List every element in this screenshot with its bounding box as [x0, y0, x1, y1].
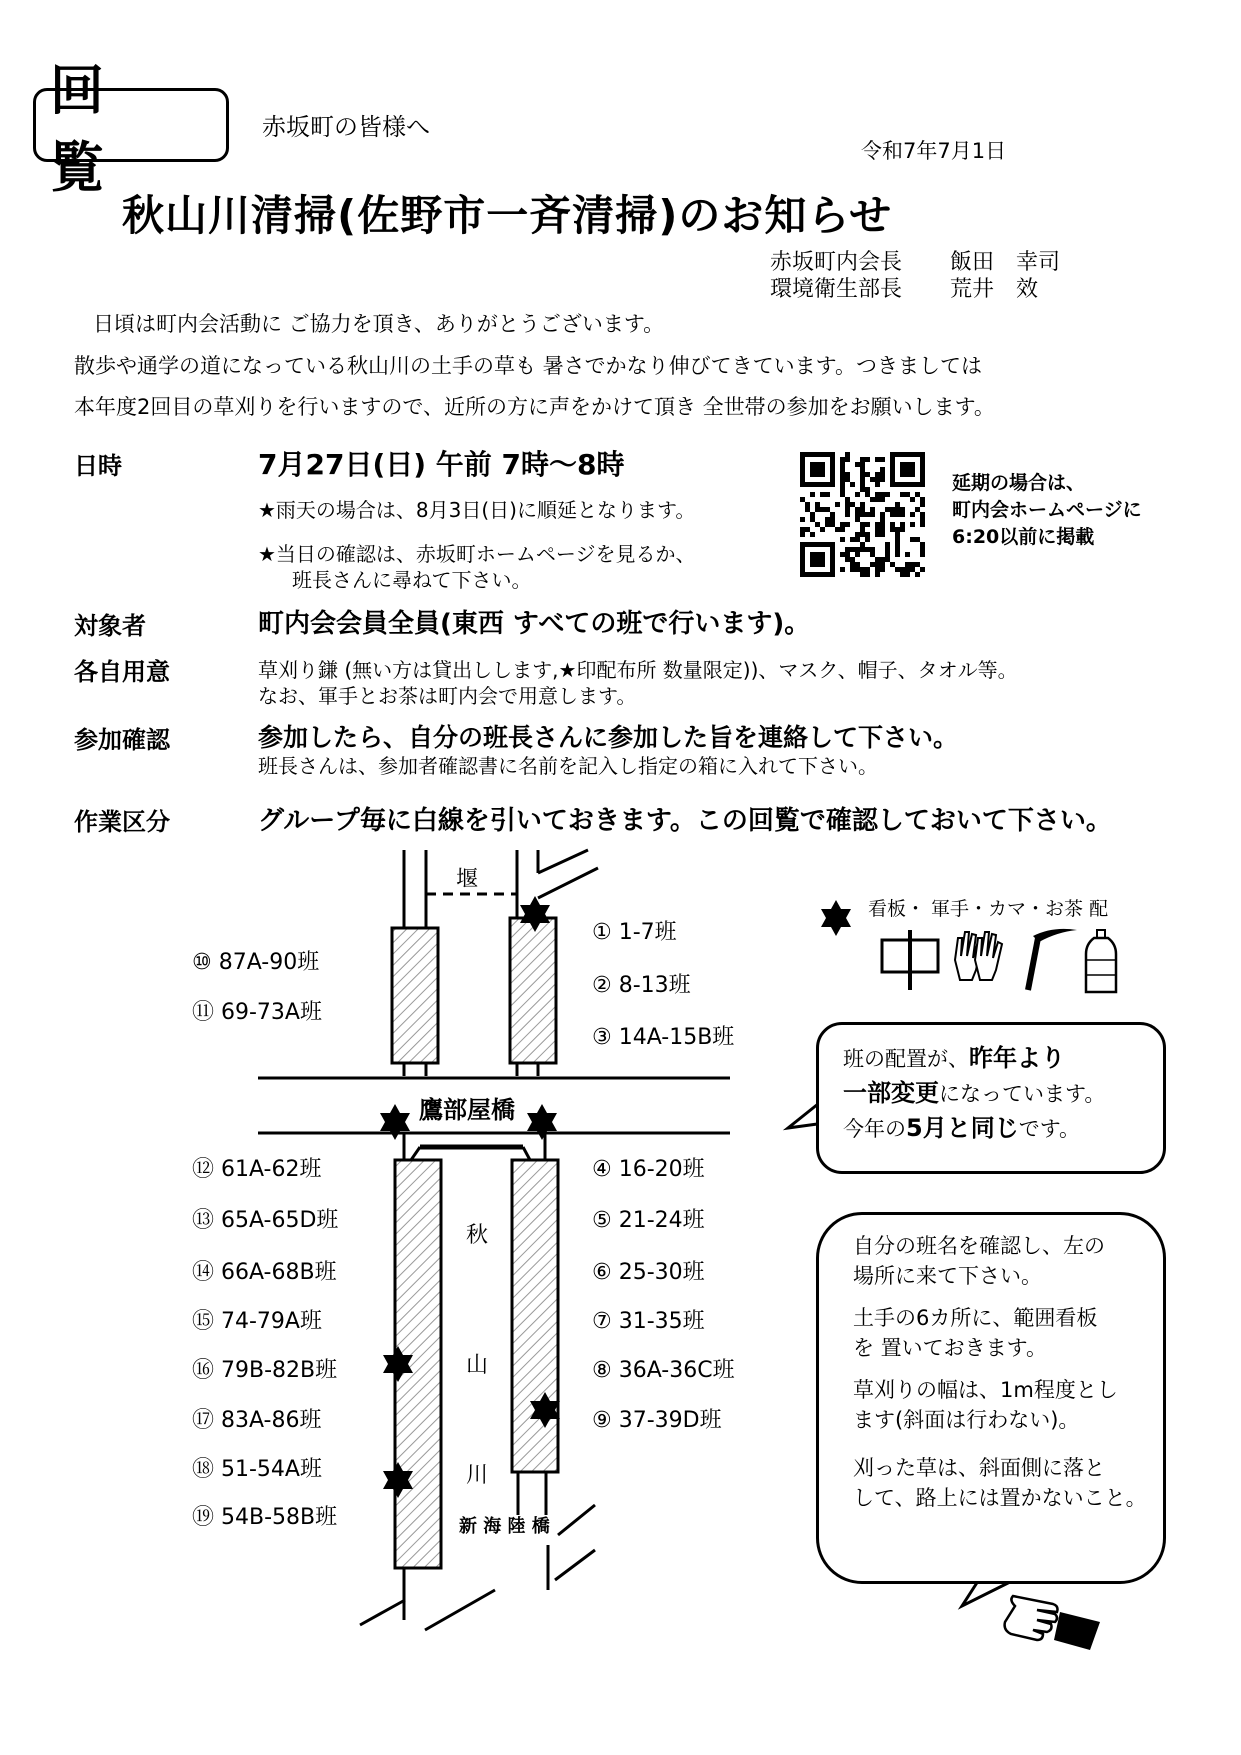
signer-role-1: 赤坂町内会長 [770, 250, 903, 275]
road-line [538, 850, 588, 873]
group-label: ⑤ 21-24班 [592, 1208, 705, 1233]
issue-date: 令和7年7月1日 [861, 139, 1007, 163]
river-char-2: 山 [466, 1353, 489, 1378]
signer-role-2: 環境衛生部長 [770, 277, 903, 302]
group-label: ④ 16-20班 [592, 1157, 705, 1182]
group-label: ⑱ 51-54A班 [192, 1457, 322, 1482]
instruction-line: 場所に来て下さい。 [853, 1264, 1042, 1288]
kairan-badge: 回 覧 [33, 88, 229, 162]
group-label: ① 1-7班 [592, 920, 677, 945]
pointing-hand-icon [1005, 1596, 1100, 1650]
bubble1-emphasis: 5月と同じ [906, 1114, 1019, 1142]
bank-upper-right [510, 918, 556, 1063]
group-label: ⑨ 37-39D班 [592, 1408, 722, 1433]
bridge-bottom-label: 新 海 陸 橋 [459, 1516, 550, 1537]
group-label: ⑭ 66A-68B班 [192, 1260, 337, 1285]
group-label: ⑯ 79B-82B班 [192, 1358, 338, 1383]
signboard-icon [882, 930, 938, 990]
page-title: 秋山川清掃(佐野市一斉清掃)のお知らせ [122, 191, 893, 240]
qr-note-line-1: 延期の場合は、 [952, 472, 1086, 494]
river-char-1: 秋 [466, 1223, 489, 1248]
confirm-note-2: 班長さんに尋ねて下さい。 [292, 568, 532, 592]
confirm-line-1: 参加したら、自分の班長さんに参加した旨を連絡して下さい。 [258, 723, 959, 752]
legend-text: 看板・ 軍手・カマ・お茶 配 [868, 898, 1109, 920]
intro-line-3: 本年度2回目の草刈りを行いますので、近所の方に声をかけて頂き 全世帯の参加をお願いします。 [74, 395, 995, 419]
bubble1-text: 今年の [843, 1117, 906, 1141]
notice-bubble-change [816, 1022, 1166, 1174]
group-label: ⑦ 31-35班 [592, 1309, 705, 1334]
group-label: ⑫ 61A-62班 [192, 1157, 322, 1182]
addressee: 赤坂町の皆様へ [262, 113, 430, 141]
qr-note-line-2: 町内会ホームページに [952, 499, 1142, 521]
gloves-icon [955, 932, 1002, 980]
bridge-top-label: 鷹部屋橋 [413, 1090, 521, 1125]
group-label: ⑧ 36A-36C班 [592, 1358, 735, 1383]
bubble1-text: です。 [1018, 1117, 1081, 1141]
star-icon [527, 1104, 557, 1140]
bubble1-text: になっています。 [939, 1082, 1106, 1106]
signer-name-1: 飯田 幸司 [950, 250, 1061, 275]
instruction-line: 草刈りの幅は、1m程度とし [853, 1378, 1118, 1402]
group-label: ② 8-13班 [592, 973, 691, 998]
intro-line-2: 散歩や通学の道になっている秋山川の土手の草も 暑さでかなり伸びてきています。つきましては [74, 354, 982, 378]
group-label: ⑥ 25-30班 [592, 1260, 705, 1285]
group-label: ⑲ 54B-58B班 [192, 1505, 338, 1530]
bubble1-emphasis: 一部変更 [843, 1079, 939, 1107]
confirm-note: ★当日の確認は、赤坂町ホームページを見るか、 [258, 542, 696, 566]
target-label: 対象者 [74, 612, 146, 640]
river-char-3: 川 [466, 1463, 489, 1488]
group-label: ⑮ 74-79A班 [192, 1309, 322, 1334]
bubble1-text: 班の配置が、 [843, 1047, 969, 1071]
datetime-label: 日時 [74, 452, 122, 480]
target-value: 町内会会員全員(東西 すべての班で行います)。 [258, 609, 811, 639]
confirm-line-2: 班長さんは、参加者確認書に名前を記入し指定の箱に入れて下さい。 [258, 754, 878, 778]
items-line-2: なお、軍手とお茶は町内会で用意します。 [258, 684, 637, 708]
items-line-1: 草刈り鎌 (無い方は貸出しします,★印配布所 数量限定))、マスク、帽子、タオル等。 [258, 658, 1018, 682]
road-line [538, 868, 598, 898]
instruction-bubble [816, 1212, 1166, 1584]
qr-note-line-3: 6:20以前に掲載 [952, 526, 1095, 548]
weir-label: 堰 [456, 867, 479, 892]
instruction-line: ます(斜面は行わない)。 [853, 1408, 1080, 1432]
star-icon [821, 900, 851, 936]
group-label: ⑩ 87A-90班 [192, 950, 320, 975]
bank-lower-right [512, 1160, 558, 1472]
division-label: 作業区分 [74, 808, 170, 836]
items-label: 各自用意 [74, 658, 170, 686]
tea-bottle-icon [1086, 930, 1116, 992]
bank-upper-left [392, 928, 438, 1063]
sickle-icon [1028, 929, 1077, 990]
group-label: ⑰ 83A-86班 [192, 1408, 322, 1433]
datetime-value: 7月27日(日) 午前 7時〜8時 [258, 448, 625, 481]
instruction-line: 刈った草は、斜面側に落と [853, 1456, 1105, 1480]
rain-note: ★雨天の場合は、8月3日(日)に順延となります。 [258, 498, 696, 522]
group-label: ⑪ 69-73A班 [192, 1000, 322, 1025]
confirm-label: 参加確認 [74, 726, 170, 754]
instruction-line: を 置いておきます。 [853, 1336, 1047, 1360]
group-label: ⑬ 65A-65D班 [192, 1208, 339, 1233]
instruction-line: して、路上には置かないこと。 [853, 1486, 1147, 1510]
division-value: グループ毎に白線を引いておきます。この回覧で確認しておいて下さい。 [258, 806, 1112, 836]
instruction-line: 自分の班名を確認し、左の [853, 1234, 1105, 1258]
signer-name-2: 荒井 效 [950, 277, 1039, 302]
bubble1-emphasis: 昨年より [969, 1044, 1065, 1072]
intro-line-1: 日頃は町内会活動に ご協力を頂き、ありがとうございます。 [93, 312, 665, 336]
instruction-line: 土手の6カ所に、範囲看板 [853, 1306, 1098, 1330]
group-label: ③ 14A-15B班 [592, 1025, 735, 1050]
